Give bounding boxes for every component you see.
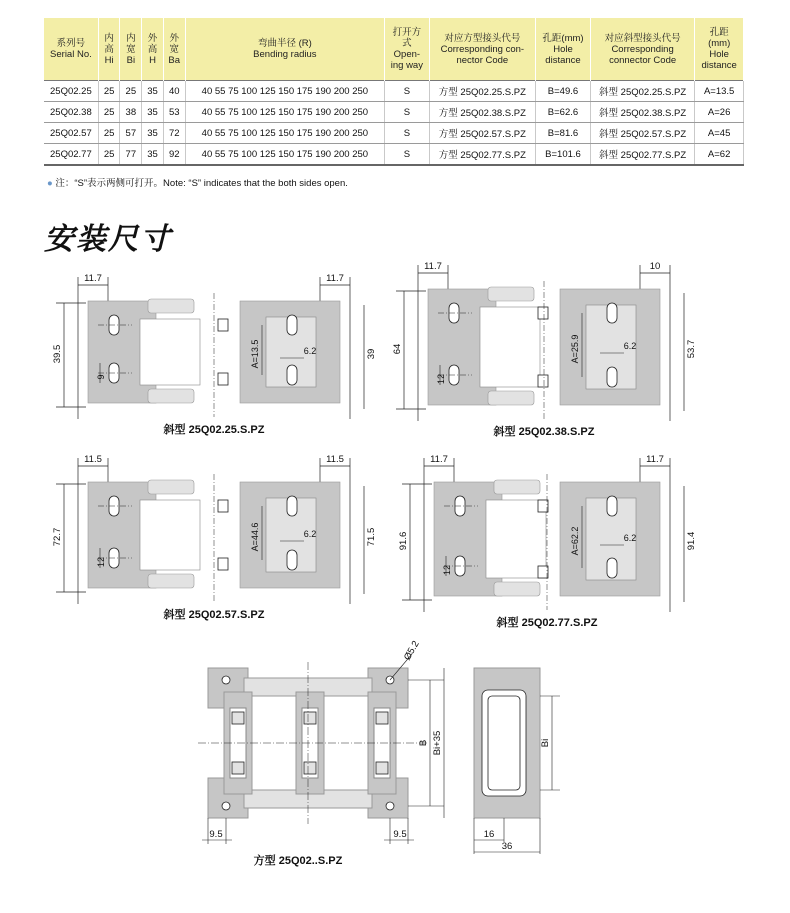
table-cell: 40 [163, 81, 185, 102]
table-cell: 53 [163, 102, 185, 123]
window-slot [304, 762, 316, 774]
dimension-label: 91.6 [398, 531, 409, 551]
header-text: 外 [169, 32, 179, 44]
table-cell: 方型 25Q02.57.S.PZ [429, 123, 536, 144]
table-cell: 方型 25Q02.77.S.PZ [429, 144, 536, 166]
header-text: 式 [402, 38, 412, 49]
table-cell: A=13.5 [695, 81, 744, 102]
oblique-connector-drawing [52, 454, 377, 621]
header-text: nector Code [456, 54, 509, 66]
crossbar-top [148, 299, 194, 313]
table-cell: 35 [142, 81, 164, 102]
table-cell: 40 55 75 100 125 150 175 190 200 250 [185, 102, 385, 123]
mounting-slot-hole [287, 365, 297, 385]
header-text: 打开方 [392, 27, 422, 38]
header-text: 对应方型接头代号 [444, 32, 521, 44]
header-text: (mm) [708, 38, 731, 49]
header-text: 外 [147, 32, 158, 44]
header-text: distance [701, 60, 737, 71]
table-cell: 57 [120, 123, 142, 144]
table-cell: 25 [98, 123, 120, 144]
dimension-label: 9.5 [393, 829, 407, 840]
table-cell: 38 [120, 102, 142, 123]
window-slot [218, 558, 228, 570]
dimension-label: 6.2 [303, 529, 317, 539]
crossbar-top [488, 287, 534, 301]
dimension-label: 72.7 [52, 527, 63, 547]
header-text: Serial No. [50, 49, 92, 60]
table-cell: B=49.6 [536, 81, 591, 102]
table-cell: 40 55 75 100 125 150 175 190 200 250 [185, 144, 385, 166]
window-slot [538, 307, 548, 319]
table-cell: 92 [163, 144, 185, 166]
window-slot [304, 712, 316, 724]
table-cell: S [385, 144, 429, 166]
table-cell: 25 [98, 81, 120, 102]
dimension-label: 11.7 [646, 454, 664, 465]
dimension-label: A=62.2 [570, 526, 580, 556]
inner-opening [480, 307, 540, 387]
table-cell: S [385, 102, 429, 123]
crossbar-bottom [488, 391, 534, 405]
dimension-label: 71.5 [366, 527, 377, 547]
table-cell: S [385, 123, 429, 144]
table-cell: 35 [142, 102, 164, 123]
section-title: 安装尺寸 [44, 222, 172, 257]
crossbar-bottom [148, 574, 194, 588]
table-cell: 25Q02.57 [44, 123, 98, 144]
table-cell: 25Q02.25 [44, 81, 98, 102]
dimension-label: 6.2 [623, 341, 637, 351]
table-cell: 斜型 25Q02.57.S.PZ [590, 123, 694, 144]
dimension-label: 36 [501, 841, 513, 852]
header-text: Hole [709, 49, 729, 60]
table-cell: 72 [163, 123, 185, 144]
window-slot [538, 500, 548, 512]
crossbar-bottom [148, 389, 194, 403]
header-text: 高 [104, 43, 114, 55]
header-text: ing way [390, 60, 423, 71]
dimension-label: 11.5 [84, 454, 102, 465]
drawing-caption: 斜型 25Q02.38.S.PZ [493, 426, 595, 438]
bolt-hole [222, 676, 230, 684]
table-cell: A=45 [695, 123, 744, 144]
dimension-label: Bi+35 [432, 730, 443, 756]
dimension-label: 10 [649, 261, 661, 272]
header-text: 宽 [169, 43, 179, 55]
crossbar-top [494, 480, 540, 494]
dimension-label: 12 [96, 556, 106, 568]
header-text: Open- [393, 49, 421, 60]
dimension-label: A=13.5 [250, 339, 260, 369]
header-text: 宽 [126, 43, 136, 55]
note-text: 注：“S”表示两侧可打开。Note: “S” indicates that the both sides open. [55, 178, 348, 189]
window-slot [376, 762, 388, 774]
mounting-slot-hole [607, 303, 617, 323]
dimension-label: 11.7 [84, 273, 102, 284]
oblique-connector-drawing [52, 273, 377, 436]
bolt-hole [386, 802, 394, 810]
header-text: 内 [126, 32, 136, 44]
dimension-label: 9 [96, 374, 106, 380]
header-text: Corresponding [611, 43, 674, 55]
table-cell: 25Q02.77 [44, 144, 98, 166]
table-cell: 35 [142, 123, 164, 144]
oblique-connector-drawing [398, 454, 697, 629]
header-text: 孔距 [709, 27, 729, 38]
header-text: 孔距(mm) [542, 32, 584, 44]
table-cell: B=62.6 [536, 102, 591, 123]
drawing-caption: 斜型 25Q02.57.S.PZ [163, 609, 265, 621]
table-cell: S [385, 81, 429, 102]
header-text: Hole [553, 43, 573, 55]
window-slot [376, 712, 388, 724]
inner-opening [486, 500, 546, 578]
dimension-label: Bi [540, 738, 551, 748]
header-text: 内 [104, 32, 114, 44]
dimension-label: 6.2 [623, 533, 637, 543]
window-slot [538, 375, 548, 387]
table-cell: A=26 [695, 102, 744, 123]
table-cell: 斜型 25Q02.77.S.PZ [590, 144, 694, 166]
table-cell: 25 [98, 144, 120, 166]
table-cell: 25 [98, 102, 120, 123]
table-cell: 斜型 25Q02.38.S.PZ [590, 102, 694, 123]
table-cell: 斜型 25Q02.25.S.PZ [590, 81, 694, 102]
dimension-label: 39 [366, 348, 377, 360]
dimension-label: Ø5.2 [401, 639, 422, 663]
table-cell: 40 55 75 100 125 150 175 190 200 250 [185, 81, 385, 102]
bullet-icon: ● [47, 178, 53, 189]
dimension-label: 16 [483, 829, 495, 840]
header-text: 高 [147, 43, 158, 55]
mounting-slot-hole [287, 550, 297, 570]
dimension-label: B [418, 739, 429, 747]
table-cell: 25 [120, 81, 142, 102]
header-text: H [149, 54, 156, 66]
dimension-label: 11.7 [430, 454, 448, 465]
header-text: 弯曲半径 (R) [257, 38, 312, 49]
dimension-label: 11.7 [326, 273, 344, 284]
drawing-caption: 方型 25Q02..S.PZ [253, 855, 343, 867]
mounting-slot-hole [607, 496, 617, 516]
dimension-label: A=44.6 [250, 522, 260, 552]
dimension-label: 6.2 [303, 346, 317, 356]
dimension-label: 53.7 [686, 339, 697, 359]
dimension-label: 9.5 [209, 829, 223, 840]
table-cell: 77 [120, 144, 142, 166]
crossbar-top [148, 480, 194, 494]
drawing-caption: 斜型 25Q02.25.S.PZ [163, 424, 265, 436]
side-view-inner [488, 696, 520, 790]
dimension-label: 91.4 [686, 531, 697, 551]
inner-opening [140, 319, 200, 385]
table-cell: 方型 25Q02.38.S.PZ [429, 102, 536, 123]
table-cell: 25Q02.38 [44, 102, 98, 123]
header-text: connector Code [609, 54, 677, 66]
crossbar-bottom [494, 582, 540, 596]
window-slot [538, 566, 548, 578]
dimension-label: 12 [436, 373, 446, 385]
window-slot [232, 712, 244, 724]
window-slot [218, 373, 228, 385]
mounting-slot-hole [607, 367, 617, 387]
window-slot [218, 500, 228, 512]
header-text: Hi [104, 54, 114, 66]
oblique-connector-drawing [392, 261, 697, 438]
mounting-slot-hole [287, 496, 297, 516]
table-cell: 35 [142, 144, 164, 166]
header-text: distance [545, 54, 581, 66]
dimension-label: 12 [442, 564, 452, 576]
mounting-slot-hole [607, 558, 617, 578]
table-cell: B=81.6 [536, 123, 591, 144]
table-cell: 方型 25Q02.25.S.PZ [429, 81, 536, 102]
dimension-label: 64 [392, 343, 403, 355]
table-cell: B=101.6 [536, 144, 591, 166]
window-slot [232, 762, 244, 774]
header-text: 对应斜型接头代号 [604, 32, 681, 44]
dimension-label: 11.5 [326, 454, 344, 465]
square-connector-drawing [198, 639, 560, 867]
dimension-label: 39.5 [52, 344, 63, 364]
inner-opening [140, 500, 200, 570]
header-text: Bending radius [253, 49, 317, 60]
dimension-label: 11.7 [424, 261, 442, 272]
drawing-caption: 斜型 25Q02.77.S.PZ [496, 617, 598, 629]
table-cell: A=62 [695, 144, 744, 166]
dimension-label: A=25.9 [570, 334, 580, 364]
window-slot [218, 319, 228, 331]
header-text: Corresponding con- [440, 43, 525, 55]
header-text: Bi [126, 54, 136, 66]
mounting-slot-hole [287, 315, 297, 335]
header-text: 系列号 [56, 38, 86, 49]
bolt-hole [222, 802, 230, 810]
header-text: Ba [168, 54, 181, 66]
table-cell: 40 55 75 100 125 150 175 190 200 250 [185, 123, 385, 144]
